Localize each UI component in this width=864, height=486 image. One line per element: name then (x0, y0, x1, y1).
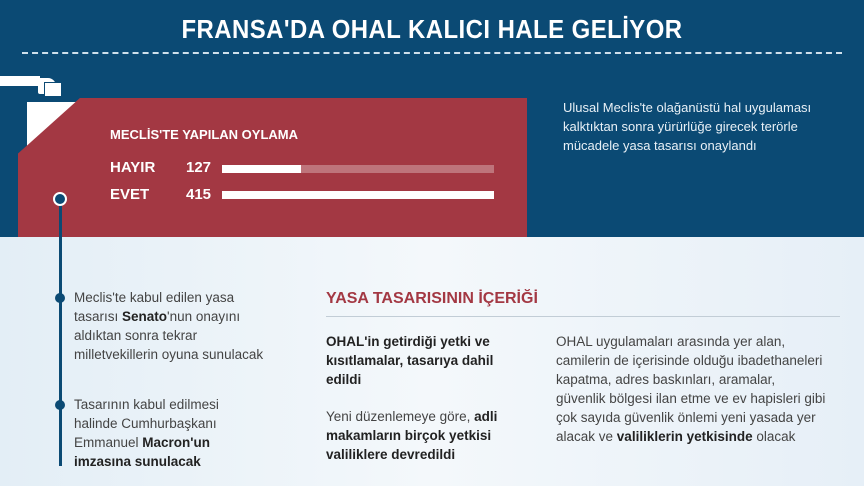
content-right: OHAL uygulamaları arasında yer alan, camilerin de içerisinde olduğu ibadethaneleri kapatma, adres baskınları, aramalar, güvenlik bölgesi ilan etme ve ev hapisleri gibi çok sayıda güvenlik önlemi yeni yasada yer alacak ve valiliklerin yetkisinde olacak (556, 334, 826, 444)
vote-label: EVET (110, 186, 150, 203)
timeline-line (59, 198, 62, 466)
page-title: FRANSA'DA OHAL KALICI HALE GELİYOR (181, 14, 683, 44)
intro-text: Ulusal Meclis'te olağanüstü hal uygulaması kalktıktan sonra yürürlüğe girecek terörle mücadele yasa tasarısı onaylandı (563, 100, 812, 153)
bar-hayir (222, 165, 494, 173)
vote-count: 127 (186, 159, 212, 176)
dashed-divider (22, 52, 842, 54)
section-title: YASA TASARISININ İÇERİĞİ (326, 290, 538, 307)
vote-count: 415 (186, 186, 212, 203)
timeline-item: Meclis'te kabul edilen yasa tasarısı Senato'nun onayını aldıktan sonra tekrar milletvekillerin oyuna sunulacak (74, 290, 264, 362)
timeline-item: Tasarının kabul edilmesi halinde Cumhurbaşkanı Emmanuel Macron'un imzasına sunulacak (74, 397, 219, 469)
timeline-start-icon (53, 192, 67, 206)
bar-fill (222, 191, 494, 199)
content-left-2: Yeni düzenlemeye göre, adli makamların birçok yetkisi valiliklere devredildi (326, 409, 498, 462)
vote-title: MECLİS'TE YAPILAN OYLAMA (110, 127, 298, 142)
timeline-dot-icon (55, 293, 65, 303)
timeline-dot-icon (55, 400, 65, 410)
content-left-1: OHAL'in getirdiği yetki ve kısıtlamalar, tasarıya dahil edildi (326, 334, 494, 387)
vote-label: HAYIR (110, 159, 156, 176)
bar-fill (222, 165, 301, 173)
bar-evet (222, 191, 494, 199)
section-divider (326, 316, 840, 317)
